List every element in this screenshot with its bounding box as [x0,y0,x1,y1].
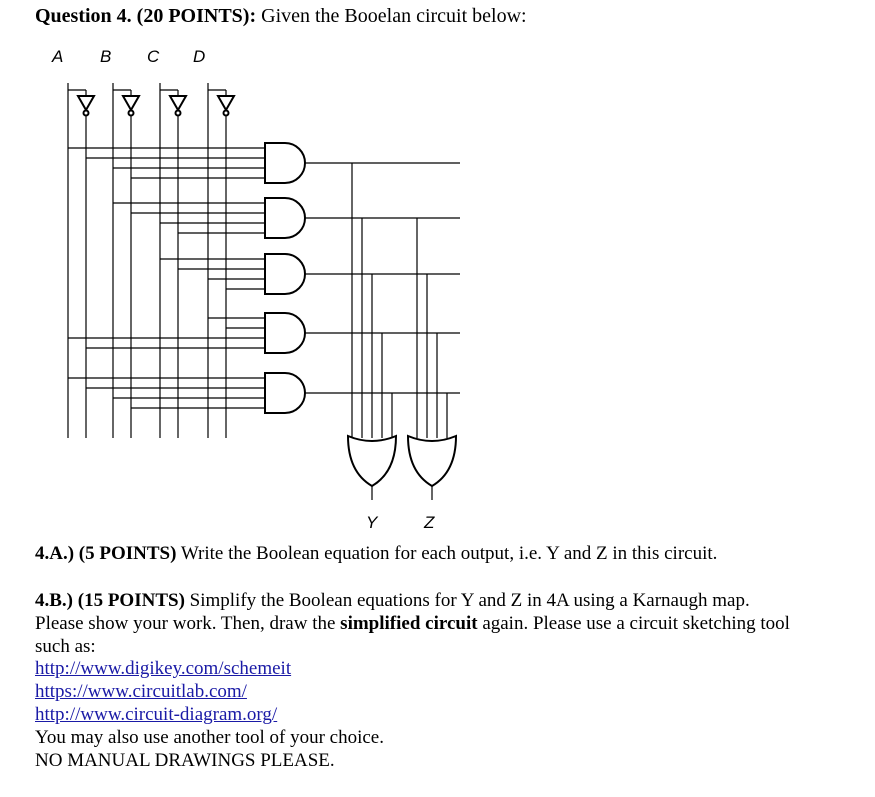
and-gate-5-icon [265,373,305,413]
inverter-bubble-b [129,111,134,116]
link-circuit-diagram[interactable]: http://www.circuit-diagram.org/ [35,704,278,725]
inverter-bubble-a [84,111,89,116]
and-gate-4-icon [265,313,305,353]
and-gate-3-icon [265,254,305,294]
question-label: Question 4. (20 POINTS): [35,5,257,27]
input-label-a: A [52,47,64,66]
or-gate-z-icon [408,436,456,486]
footer-line-1: You may also use another tool of your choice. [35,727,384,748]
or-gate-y-icon [348,436,396,486]
output-label-y: Y [366,513,378,532]
inverter-bubble-d [224,111,229,116]
footer-line-2: NO MANUAL DRAWINGS PLEASE. [35,750,335,771]
part-b-line-2-pre: Please show your work. Then, draw the [35,613,341,634]
part-a-label: 4.A.) (5 POINTS) [35,543,177,564]
inverter-d-icon [218,96,234,110]
part-a-question [35,543,717,565]
part-a-text: Write the Boolean equation for each output, i.e. Y and Z in this circuit. [176,543,718,564]
link-circuitlab[interactable]: https://www.circuitlab.com/ [35,681,247,702]
inverter-a-icon [78,96,94,110]
question-text: Given the Booelan circuit below: [256,5,527,27]
input-label-d: D [193,47,206,66]
inverter-b-icon [123,96,139,110]
part-b-line-3: such as: [35,636,96,657]
part-b-line-2-post: again. Please use a circuit sketching tool [477,613,790,634]
inverter-c-icon [170,96,186,110]
inverter-bubble-c [176,111,181,116]
boolean-circuit-diagram [40,38,470,533]
output-label-z: Z [424,513,435,532]
tool-links-block [35,657,384,772]
question-heading [35,5,527,28]
part-b-question [35,589,790,658]
and-gate-1-icon [265,143,305,183]
part-b-label: 4.B.) (15 POINTS) [35,590,185,611]
part-b-line-2-bold: simplified circuit [340,613,478,634]
input-label-b: B [100,47,112,66]
circuit-gates [78,96,456,486]
input-label-c: C [147,47,160,66]
part-b-line-1-text: Simplify the Boolean equations for Y and Z in 4A using a Karnaugh map. [184,590,750,611]
part-b-line-1 [35,589,790,612]
link-digikey[interactable]: http://www.digikey.com/schemeit [35,658,292,679]
and-gate-2-icon [265,198,305,238]
part-b-line-2 [35,612,790,635]
